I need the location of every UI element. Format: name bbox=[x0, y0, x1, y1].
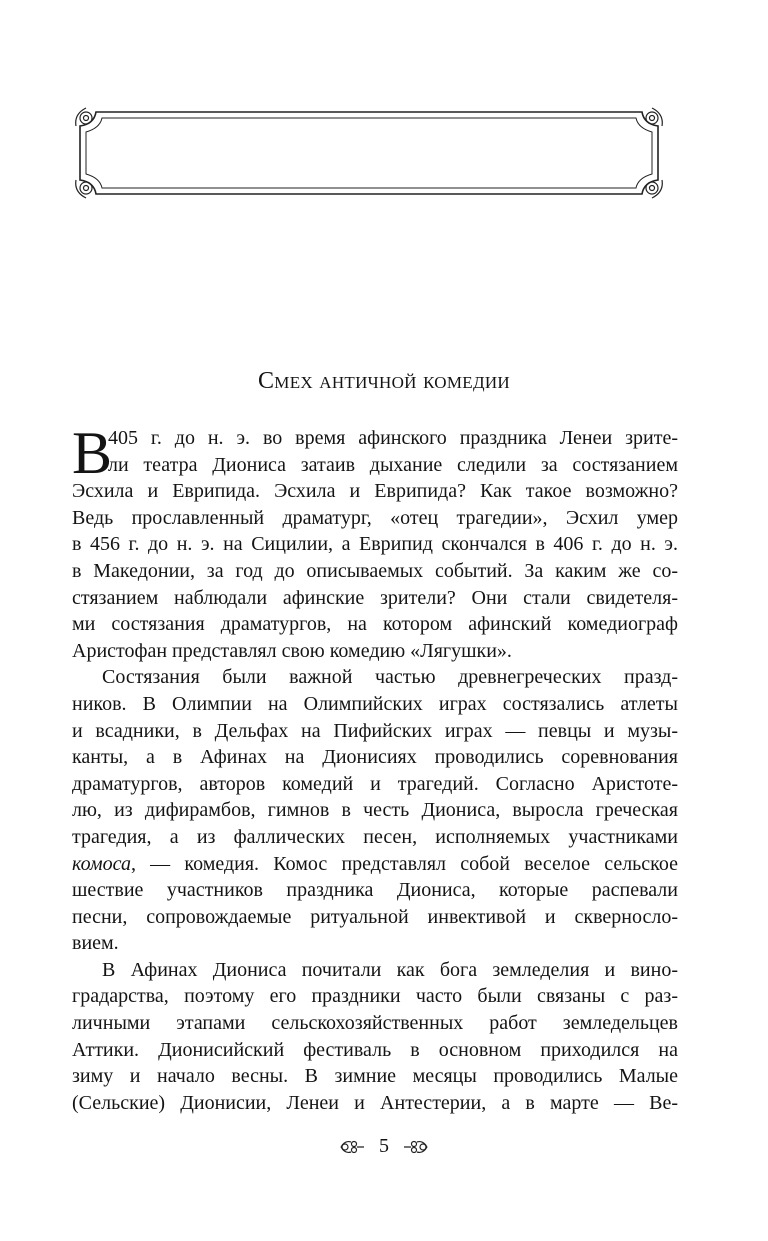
text-line: стязанием наблюдали афинские зрители? Они стали свидетеля- bbox=[72, 586, 678, 609]
ornament-left-icon bbox=[339, 1138, 365, 1156]
decorative-frame bbox=[74, 106, 664, 200]
text-line: Аристофан представлял свою комедию «Лягушки». bbox=[72, 639, 512, 662]
corner-flourish-icon bbox=[76, 108, 663, 198]
chapter-title: Смех античной комедии bbox=[257, 368, 511, 394]
text-line: канты, а в Афинах на Дионисиях проводились соревнования bbox=[72, 746, 678, 769]
body-text bbox=[72, 420, 678, 1116]
text-line: ников. В Олимпии на Олимпийских играх состязались атлеты bbox=[72, 692, 678, 715]
text-line: В Афинах Диониса почитали как бога земледелия и вино- bbox=[102, 958, 678, 981]
text-line: в Македонии, за год до описываемых событий. За каким же со- bbox=[72, 559, 678, 582]
text-line: ми состязания драматургов, на котором афинский комедиограф bbox=[72, 613, 678, 636]
text-line: лю, из дифирамбов, гимнов в честь Диониса, выросла греческая bbox=[72, 799, 678, 822]
text-fragment: , — комедия. Комос представлял собой веселое сельское bbox=[130, 852, 678, 875]
page-footer bbox=[0, 1135, 768, 1158]
italic-term: комоса bbox=[72, 852, 131, 875]
text-line: Состязания были важной частью древнегреческих празд- bbox=[102, 666, 678, 689]
ornament-right-icon bbox=[403, 1138, 429, 1156]
text-line: и всадники, в Дельфах на Пифийских играх — певцы и музы- bbox=[72, 719, 678, 742]
text-line: Ведь прославленный драматург, «отец трагедии», Эсхил умер bbox=[72, 506, 678, 529]
text-line: Эсхила и Еврипида. Эсхила и Еврипида? Как такое возможно? bbox=[72, 480, 678, 503]
page-number: 5 bbox=[379, 1135, 389, 1157]
text-line: (Сельские) Дионисии, Ленеи и Антестерии, а в марте — Ве- bbox=[72, 1091, 678, 1114]
text-line: в 456 г. до н. э. на Сицилии, а Еврипид скончался в 406 г. до н. э. bbox=[72, 533, 678, 556]
text-line: 405 г. до н. э. во время афинского праздника Ленеи зрите- bbox=[108, 427, 678, 449]
text-line: трагедия, а из фаллических песен, исполняемых участниками bbox=[72, 825, 678, 848]
text-line: шествие участников праздника Диониса, которые распевали bbox=[72, 879, 678, 902]
text-line: вием. bbox=[72, 932, 119, 955]
text-line: градарства, поэтому его праздники часто были связаны с раз- bbox=[72, 985, 678, 1008]
text-line: зиму и начало весны. В зимние месяцы проводились Малые bbox=[72, 1065, 678, 1088]
text-line: ли театра Диониса затаив дыхание следили за состязанием bbox=[108, 453, 678, 476]
text-line: личными этапами сельскохозяйственных работ земледельцев bbox=[72, 1012, 678, 1035]
text-line-italic bbox=[72, 851, 678, 878]
text-line: песни, сопровождаемые ритуальной инвективой и скверносло- bbox=[72, 905, 678, 928]
drop-cap: В bbox=[72, 420, 113, 486]
text-line: Аттики. Дионисийский фестиваль в основном приходился на bbox=[72, 1038, 678, 1061]
text-line: драматургов, авторов комедий и трагедий. Согласно Аристоте- bbox=[72, 772, 678, 795]
